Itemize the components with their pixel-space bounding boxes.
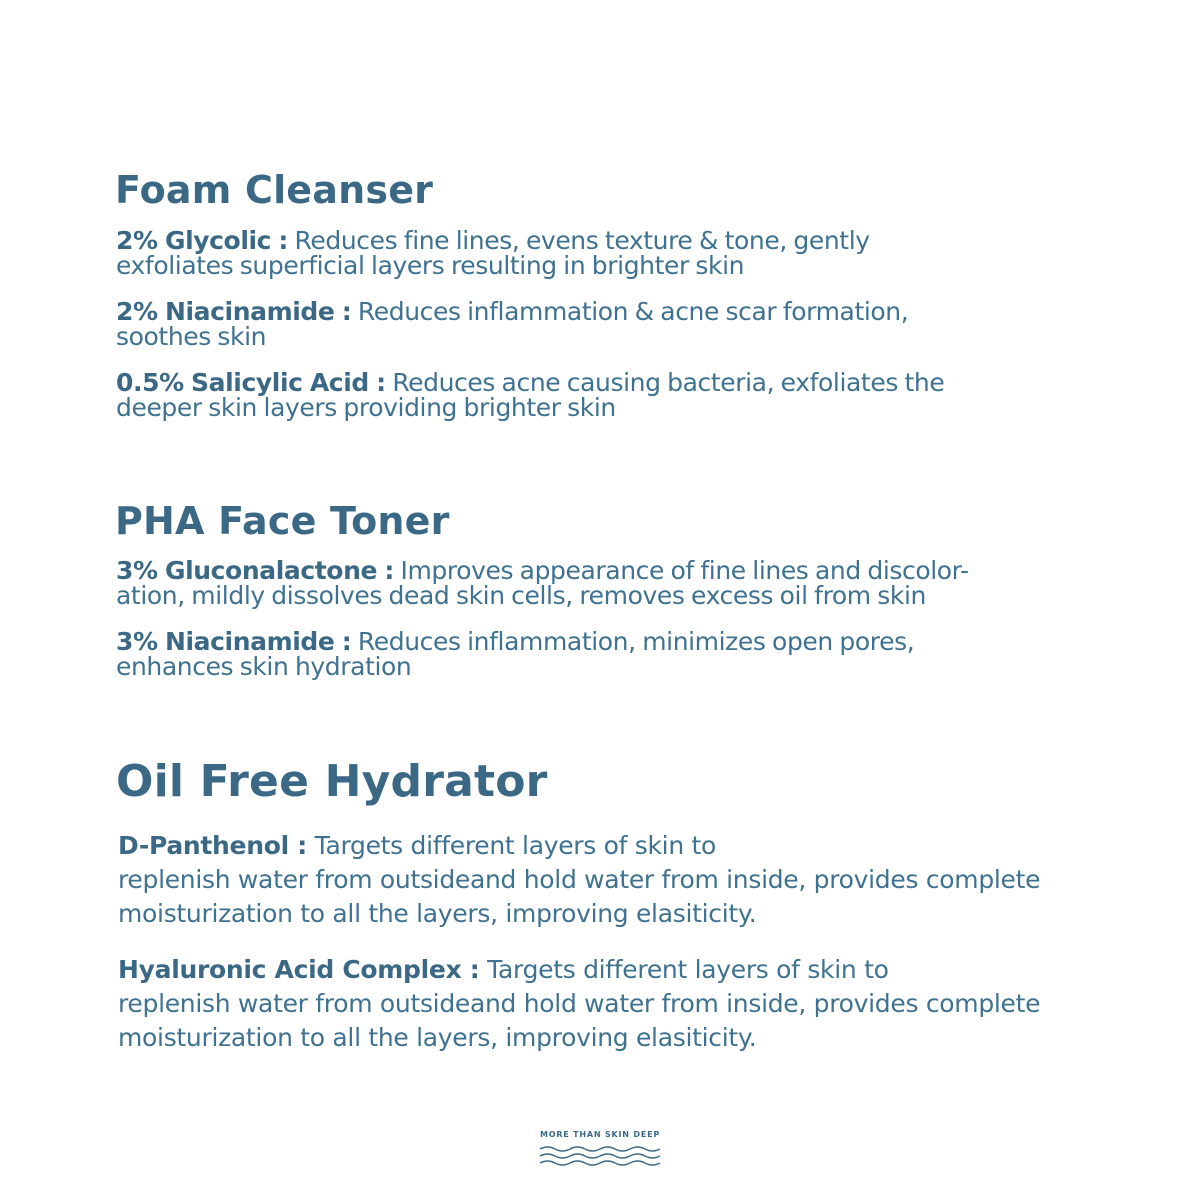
ingredient-entry: [118, 829, 1200, 931]
ingredient-description: exfoliates superficial layers resulting in brighter skin: [116, 251, 745, 280]
ingredient-description: deeper skin layers providing brighter skin: [116, 393, 616, 422]
ingredient-description: moisturization to all the layers, improving elasiticity.: [118, 1023, 757, 1052]
ingredient-description: ation, mildly dissolves dead skin cells, removes excess oil from skin: [116, 581, 926, 610]
brand-logo: [525, 1130, 675, 1180]
ingredient-term: 3% Niacinamide :: [116, 627, 352, 656]
ingredient-entry: [116, 228, 1186, 278]
ingredient-description: Reduces inflammation, minimizes open pores,: [357, 627, 915, 656]
ingredient-description: soothes skin: [116, 322, 267, 351]
ingredient-entry: [118, 953, 1200, 1055]
ingredient-term: 2% Glycolic :: [116, 226, 288, 255]
ingredient-description: Reduces fine lines, evens texture & tone, gently: [294, 226, 870, 255]
waves-icon: [538, 1145, 662, 1167]
ingredient-entry: [116, 370, 1186, 420]
ingredient-description: Targets different layers of skin to: [487, 955, 889, 984]
ingredient-entry: [116, 558, 1186, 608]
ingredient-description: replenish water from outsideand hold water from inside, provides complete: [118, 989, 1041, 1018]
ingredient-term: D-Panthenol :: [118, 831, 307, 860]
ingredient-entry: [116, 299, 1186, 349]
ingredient-description: replenish water from outsideand hold water from inside, provides complete: [118, 865, 1041, 894]
ingredient-term: Hyaluronic Acid Complex :: [118, 955, 480, 984]
ingredient-description: Reduces inflammation & acne scar formation,: [357, 297, 909, 326]
ingredient-description: enhances skin hydration: [116, 652, 412, 681]
ingredient-term: 2% Niacinamide :: [116, 297, 352, 326]
ingredient-term: 3% Gluconalactone :: [116, 556, 394, 585]
ingredient-description: moisturization to all the layers, improving elasiticity.: [118, 899, 757, 928]
section-title: PHA Face Toner: [115, 499, 450, 543]
ingredient-description: Improves appearance of fine lines and discolor-: [400, 556, 969, 585]
ingredient-description: Reduces acne causing bacteria, exfoliates the: [392, 368, 945, 397]
ingredient-entry: [116, 629, 1186, 679]
section-title: Foam Cleanser: [115, 168, 434, 212]
brand-tagline: MORE THAN SKIN DEEP: [539, 1130, 661, 1139]
ingredient-description: Targets different layers of skin to: [314, 831, 717, 860]
section-title: Oil Free Hydrator: [116, 756, 548, 807]
ingredient-term: 0.5% Salicylic Acid :: [116, 368, 386, 397]
